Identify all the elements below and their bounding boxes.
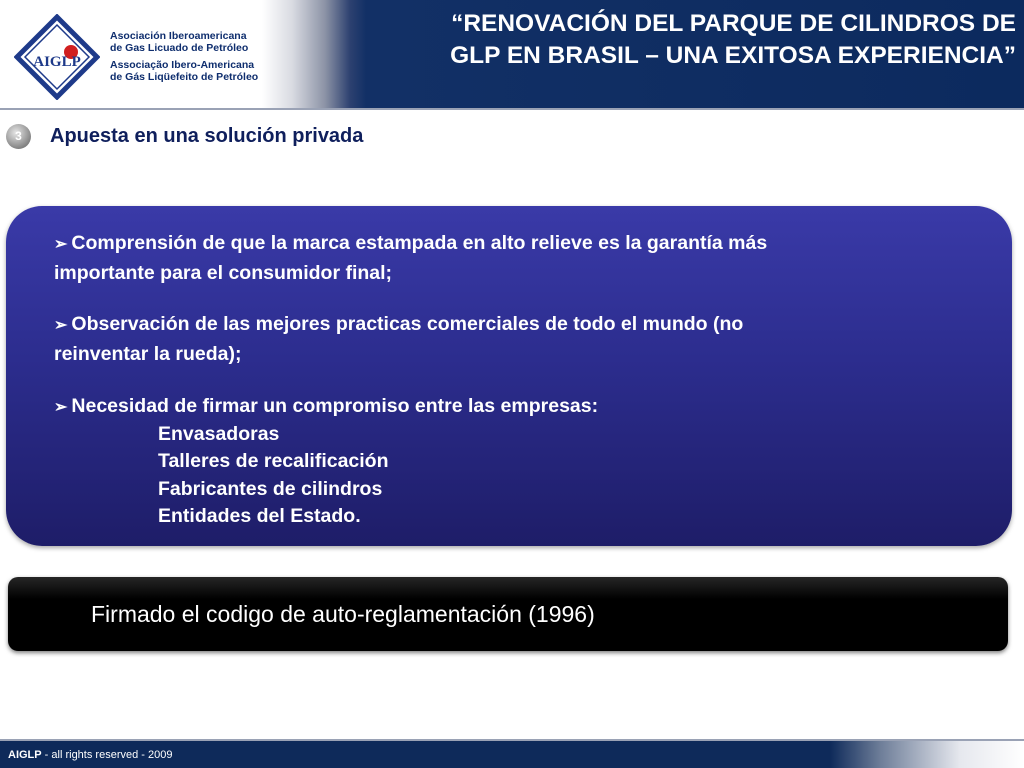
bullet-line: [54, 229, 767, 259]
header-divider: [0, 108, 1024, 110]
banner-text: Firmado el codigo de auto-reglamentación (1996): [91, 601, 595, 627]
section-number-badge: 3: [6, 124, 31, 149]
footer-brand: AIGLP: [8, 749, 42, 761]
footer-rights: - all rights reserved - 2009: [41, 749, 173, 761]
section-title: Apuesta en una solución privada: [50, 125, 364, 147]
sub-item: Talleres de recalificación: [158, 450, 389, 472]
bullet-item-3: [54, 392, 598, 422]
sub-item: Envasadoras: [158, 423, 280, 445]
org-name-line: de Gas Licuado de Petróleo: [110, 42, 249, 54]
bullet-text: Observación de las mejores practicas comerciales de todo el mundo (no: [71, 313, 744, 335]
sub-item: Fabricantes de cilindros: [158, 478, 383, 500]
bullet-text: Comprensión de que la marca estampada en alto relieve es la garantía más: [71, 232, 768, 254]
arrow-bullet-icon: ➢: [54, 236, 68, 253]
arrow-bullet-icon: ➢: [54, 317, 68, 334]
org-name-line: Associação Ibero-Americana: [110, 59, 255, 71]
bullet-line: reinventar la rueda);: [54, 343, 242, 365]
logo-text: AIGLP: [33, 54, 81, 70]
org-name-es: [110, 30, 258, 54]
org-names: [110, 30, 258, 88]
bullet-line: [54, 392, 598, 422]
arrow-bullet-icon: ➢: [54, 399, 68, 416]
bullet-text: Necesidad de firmar un compromiso entre las empresas:: [71, 395, 599, 417]
slide-title: [352, 8, 1016, 72]
bullet-item-2: [54, 310, 743, 368]
bullet-line: [54, 310, 743, 340]
sub-item: Entidades del Estado.: [158, 505, 361, 527]
slide-title-line: “RENOVACIÓN DEL PARQUE DE CILINDROS DE: [451, 10, 1016, 37]
org-name-line: Asociación Iberoamericana: [110, 30, 247, 42]
bullet-line: importante para el consumidor final;: [54, 262, 393, 284]
footer-text: [8, 749, 172, 761]
org-name-pt: [110, 59, 258, 83]
slide-title-line: GLP EN BRASIL – UNA EXITOSA EXPERIENCIA”: [450, 42, 1016, 69]
aiglp-logo-icon: [14, 14, 100, 100]
org-name-line: de Gás Liqüefeito de Petróleo: [110, 71, 259, 83]
bullet-item-1: [54, 229, 767, 287]
